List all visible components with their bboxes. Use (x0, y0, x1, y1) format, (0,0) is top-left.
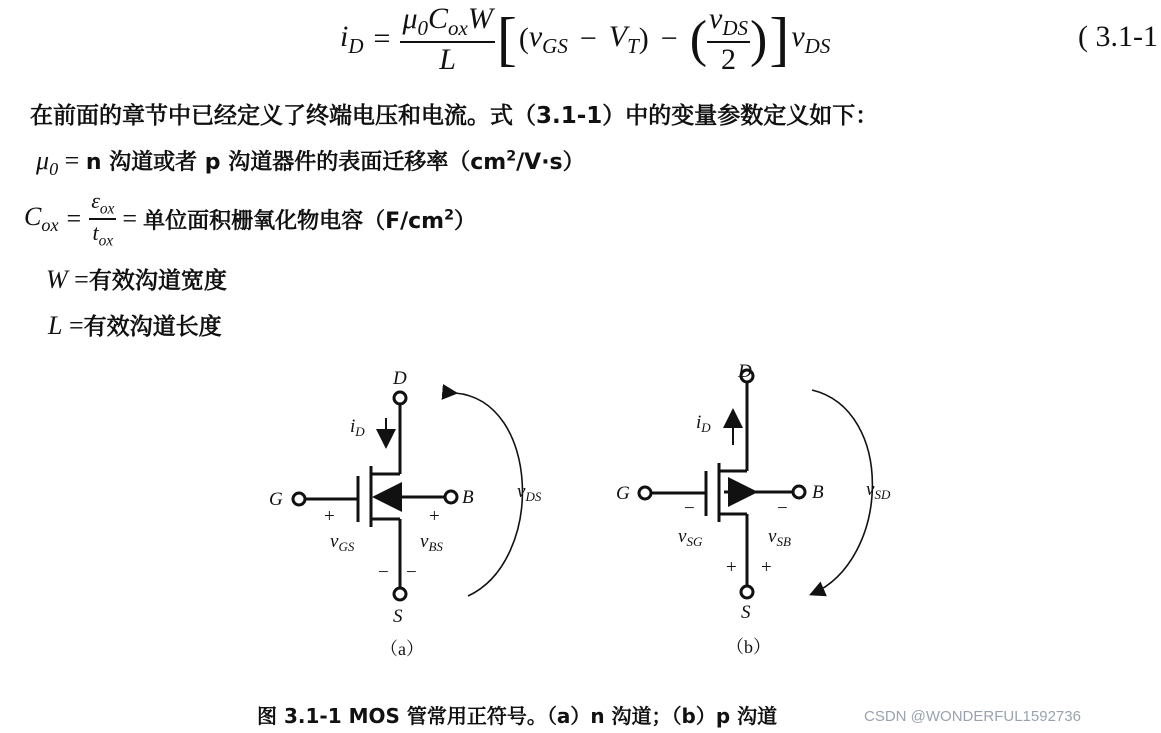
def-cox-frac-den: $t_{ox}$ (92, 220, 114, 250)
pmos-gate-minus: − (684, 498, 695, 519)
nmos-label-d: D (393, 368, 407, 389)
pmos-body-terminal (793, 486, 805, 498)
def-mu-eq: = (64, 146, 80, 175)
eq-main-fraction (400, 2, 494, 77)
eq-paren-open: ( (518, 22, 529, 55)
eq-inner-denominator: 2 (721, 42, 737, 76)
eq-tail: $v_{DS}$ (791, 19, 831, 58)
def-l-text: 有效沟道长度 (83, 314, 222, 340)
eq-equals: = (373, 22, 391, 55)
eq-bracket-open: [ (496, 5, 517, 72)
eq-vgs: $v_{GS}$ (528, 19, 568, 58)
eq-inner-numerator: $v_{DS}$ (707, 2, 750, 43)
intro-text: 在前面的章节中已经定义了终端电压和电流。式（3.1-1）中的变量参数定义如下： (30, 103, 879, 129)
nmos-label-g: G (269, 489, 283, 510)
def-mu (36, 145, 585, 180)
pmos-gate-terminal (639, 487, 651, 499)
eq-lhs: $i_D$ (340, 19, 364, 58)
nmos-source-terminal (394, 588, 406, 600)
eq-minus-2: − (660, 22, 678, 55)
pmos-label-d: D (738, 361, 752, 382)
nmos-body-plus: + (429, 506, 440, 527)
def-cox-frac-num: $\varepsilon_{ox}$ (89, 188, 116, 220)
nmos-drain-terminal (394, 392, 406, 404)
def-w-symbol: W (46, 265, 68, 294)
def-w (46, 262, 227, 295)
pmos-label-vsb: $v_{SB}$ (768, 526, 791, 549)
def-cox-eq2: = (122, 204, 138, 234)
pmos-source-terminal (741, 586, 753, 598)
pmos-source-plus-2: + (761, 557, 772, 578)
nmos-source-minus-1: − (378, 562, 389, 583)
nmos-figure-label: （a） (380, 639, 424, 659)
nmos-source-minus-2: − (406, 562, 417, 583)
pmos-label-g: G (616, 483, 630, 504)
eq-paren2-open: ( (689, 10, 708, 68)
eq-denominator: L (439, 42, 456, 76)
eq-paren-close: ) (638, 22, 649, 55)
figure-caption: 图 3.1-1 MOS 管常用正符号。（a）n 沟道；（b）p 沟道 (257, 704, 778, 728)
nmos-gate-plus: + (324, 506, 335, 527)
pmos-label-s: S (741, 602, 751, 623)
nmos-gate-terminal (293, 493, 305, 505)
def-w-text: 有效沟道宽度 (88, 268, 227, 294)
nmos-label-vds: $v_{DS}$ (517, 481, 542, 504)
watermark: CSDN @WONDERFUL1592736 (864, 708, 1081, 725)
def-w-eq: = (74, 265, 89, 294)
def-cox-symbol: $C_{ox}$ (24, 202, 59, 236)
def-l-eq: = (68, 311, 84, 340)
pmos-label-id: $i_D$ (696, 412, 711, 435)
def-cox-text: 单位面积栅氧化物电容$(F/cm^2)$ (143, 207, 477, 234)
nmos-body-terminal (445, 491, 457, 503)
eq-paren2-close: ) (750, 10, 768, 68)
pmos-figure-label: （b） (726, 637, 771, 657)
nmos-label-id: $i_D$ (350, 416, 365, 439)
eq-vt: $V_T$ (608, 19, 639, 58)
nmos-label-s: S (393, 606, 403, 627)
eq-bracket-close: ] (769, 5, 790, 72)
nmos-label-vbs: $v_{BS}$ (420, 531, 443, 554)
def-mu-text: n 沟道或者 p 沟道器件的表面迁移率$(cm^2/V\cdot s)$ (85, 148, 585, 175)
def-cox-fraction (89, 188, 116, 251)
equation-number: ( 3.1-1 (1078, 20, 1158, 53)
def-cox-eq: = (66, 204, 82, 234)
eq-inner-fraction (707, 2, 750, 77)
nmos-label-vgs: $v_{GS}$ (330, 531, 355, 554)
mos-symbols-figure (0, 355, 1161, 675)
pmos-label-b: B (812, 482, 824, 503)
pmos-label-vsd: $v_{SD}$ (866, 479, 891, 502)
def-l-symbol: L (48, 311, 63, 340)
def-l (48, 308, 222, 341)
nmos-label-b: B (462, 487, 474, 508)
equation (340, 0, 830, 80)
pmos-label-vsg: $v_{SG}$ (678, 526, 703, 549)
def-mu-symbol: $\mu_0$ (36, 146, 59, 180)
eq-minus: − (579, 22, 597, 55)
pmos-body-minus: − (777, 498, 788, 519)
pmos-source-plus-1: + (726, 557, 737, 578)
eq-numerator: $\mu_0C_{ox}W$ (400, 2, 494, 43)
def-cox (24, 188, 476, 251)
